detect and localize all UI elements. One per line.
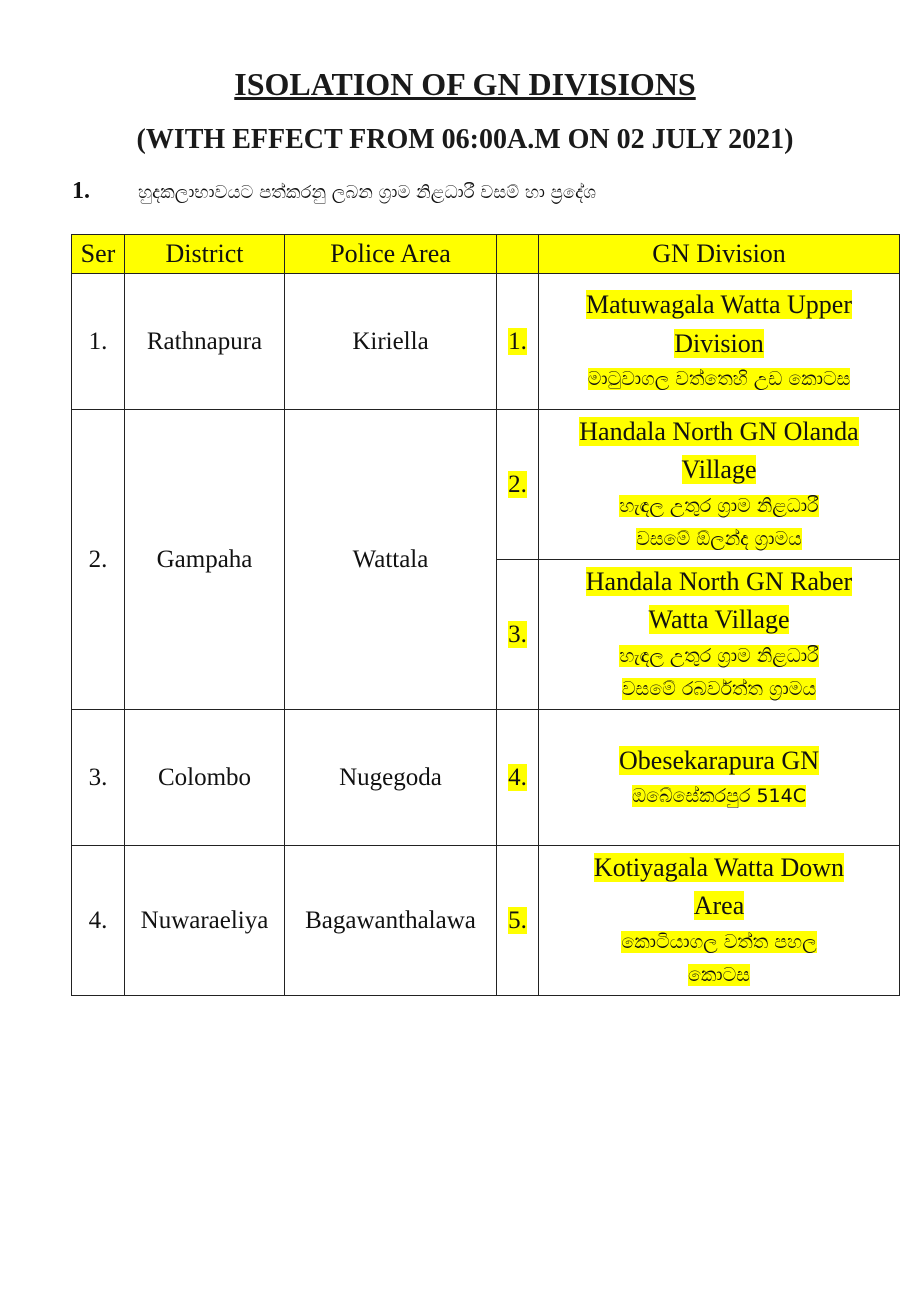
gn-name-line: Handala North GN Raber (585, 566, 853, 596)
cell-police-area: Kiriella (285, 274, 497, 410)
gn-sinhala-line: වසමේ ඕලන්ද ග්‍රාමය (636, 527, 802, 550)
division-index: 1. (508, 328, 527, 355)
gn-name-line: Area (693, 891, 745, 921)
cell-ser: 2. (72, 410, 125, 710)
gn-name-line: Division (674, 328, 764, 358)
cell-index (497, 274, 539, 410)
cell-police-area: Bagawanthalawa (285, 846, 497, 996)
cell-district: Colombo (125, 710, 285, 846)
gn-sinhala-line: මාටුවාගල වත්තෙහි උඩ කොටස (587, 368, 851, 391)
division-index: 5. (508, 907, 527, 934)
cell-gn-division (539, 846, 900, 996)
cell-ser: 1. (72, 274, 125, 410)
cell-index (497, 560, 539, 710)
gn-name-line: Watta Village (648, 605, 790, 635)
cell-index (497, 710, 539, 846)
cell-ser: 4. (72, 846, 125, 996)
header-district: District (125, 235, 285, 274)
gn-name-line: Kotiyagala Watta Down (593, 852, 845, 882)
cell-police-area: Wattala (285, 410, 497, 710)
gn-sinhala-line: හැඳල උතුර ග්‍රාම නිළධාරී (619, 494, 819, 517)
cell-gn-division (539, 710, 900, 846)
cell-index (497, 410, 539, 560)
division-index: 2. (508, 471, 527, 498)
gn-name-line: Obesekarapura GN (619, 745, 819, 775)
table-row (72, 410, 900, 560)
header-index (497, 235, 539, 274)
document-title: ISOLATION OF GN DIVISIONS (234, 66, 696, 102)
gn-sinhala-line: වසමේ රබර්වත්ත ග්‍රාමය (621, 677, 817, 700)
gn-sinhala-line: කොටියාගල වත්ත පහල (621, 930, 817, 953)
table-row (72, 710, 900, 846)
cell-district: Rathnapura (125, 274, 285, 410)
gn-sinhala-line: ඔබේසේකරපුර 514C (631, 785, 807, 808)
cell-ser: 3. (72, 710, 125, 846)
gn-sinhala-line: හැඳල උතුර ග්‍රාම නිළධාරී (619, 644, 819, 667)
gn-name-line: Village (681, 455, 757, 485)
table-row (72, 846, 900, 996)
division-index: 4. (508, 764, 527, 791)
section-heading (72, 178, 596, 205)
gn-name-line: Matuwagala Watta Upper (586, 290, 852, 320)
cell-district: Nuwaraeliya (125, 846, 285, 996)
header-gn-division: GN Division (539, 235, 900, 274)
section-text: හුදකලාභාවයට පත්කරනු ලබන ග්‍රාම නිළධාරී වසම් හා ප්‍රදේශ (138, 182, 596, 203)
table-header-row (72, 235, 900, 274)
cell-gn-division (539, 560, 900, 710)
section-number: 1. (72, 178, 90, 204)
cell-police-area: Nugegoda (285, 710, 497, 846)
gn-name-line: Handala North GN Olanda (579, 416, 859, 446)
header-ser: Ser (72, 235, 125, 274)
gn-sinhala-line: කොටස (688, 963, 750, 986)
isolation-table (71, 234, 900, 996)
cell-gn-division (539, 274, 900, 410)
cell-district: Gampaha (125, 410, 285, 710)
document-subtitle: (WITH EFFECT FROM 06:00A.M ON 02 JULY 2021) (136, 124, 794, 155)
cell-gn-division (539, 410, 900, 560)
header-police-area: Police Area (285, 235, 497, 274)
division-index: 3. (508, 621, 527, 648)
table-row (72, 274, 900, 410)
cell-index (497, 846, 539, 996)
